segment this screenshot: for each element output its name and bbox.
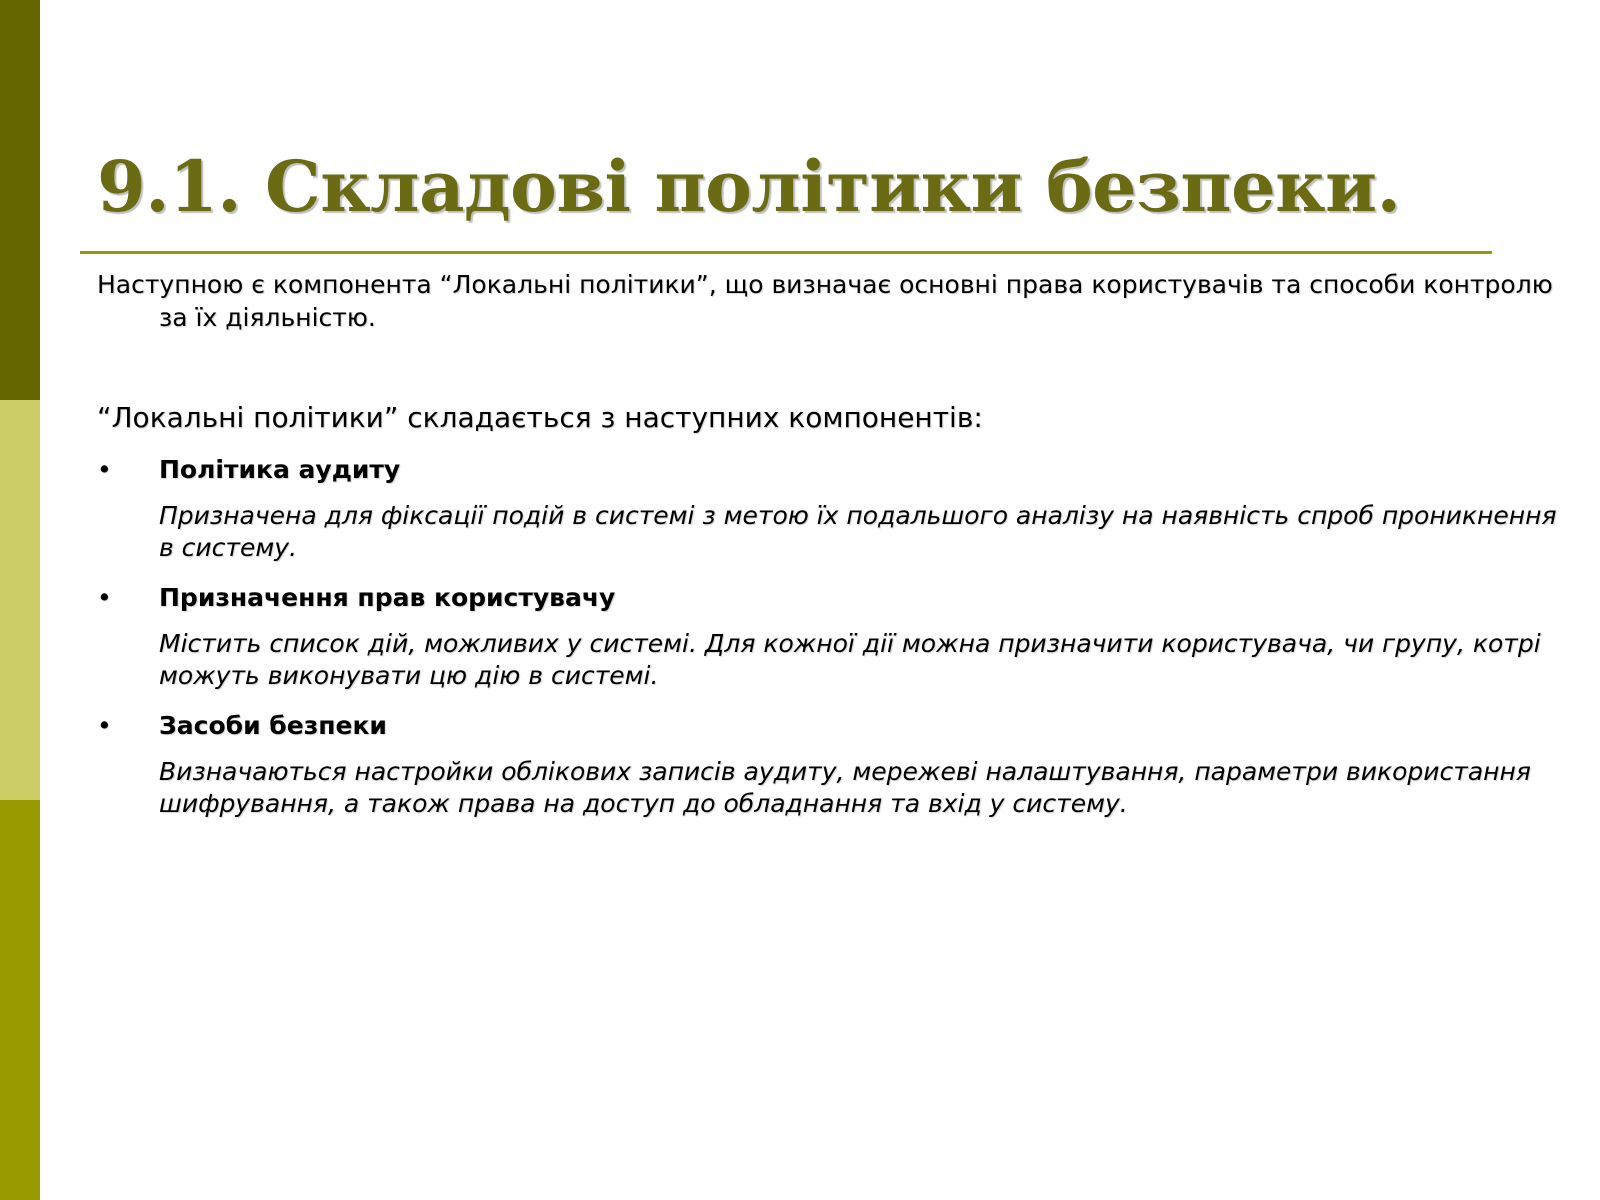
list-item-user-rights (97, 581, 1577, 692)
slide-title: 9.1. Складові політики безпеки. (97, 145, 1401, 228)
left-accent-bar (0, 0, 40, 1200)
list-item-security-options (97, 709, 1577, 820)
item-description: Визначаються настройки облікових записів аудиту, мережеві налаштування, параметри використання шифрування, а також права на доступ до обладнання та вхід у систему. (159, 757, 1531, 818)
item-heading: Призначення прав користувачу (159, 583, 616, 612)
title-underline (80, 251, 1492, 254)
item-description: Містить список дій, можливих у системі. Для кожної дії можна призначити користувача, чи групу, котрі можуть виконувати цю дію в системі. (159, 629, 1541, 690)
list-item-audit-policy (97, 453, 1577, 564)
slide-body (97, 268, 1567, 818)
item-description: Призначена для фіксації подій в системі з метою їх подальшого аналізу на наявність спроб проникнення в систему. (159, 501, 1557, 562)
composition-heading: “Локальні політики” складається з наступних компонентів: (97, 401, 983, 434)
bullet-marker: • (97, 455, 112, 484)
item-heading: Політика аудиту (159, 455, 401, 484)
bullet-marker: • (97, 583, 112, 612)
accent-bar-top-segment (0, 0, 40, 400)
accent-bar-bottom-segment (0, 800, 40, 1200)
item-heading: Засоби безпеки (159, 711, 387, 740)
bullet-marker: • (97, 711, 112, 740)
accent-bar-middle-segment (0, 400, 40, 800)
intro-paragraph: Наступною є компонента “Локальні політики”, що визначає основні права користувачів та способи контролю за їх діяльністю. (97, 270, 1553, 332)
